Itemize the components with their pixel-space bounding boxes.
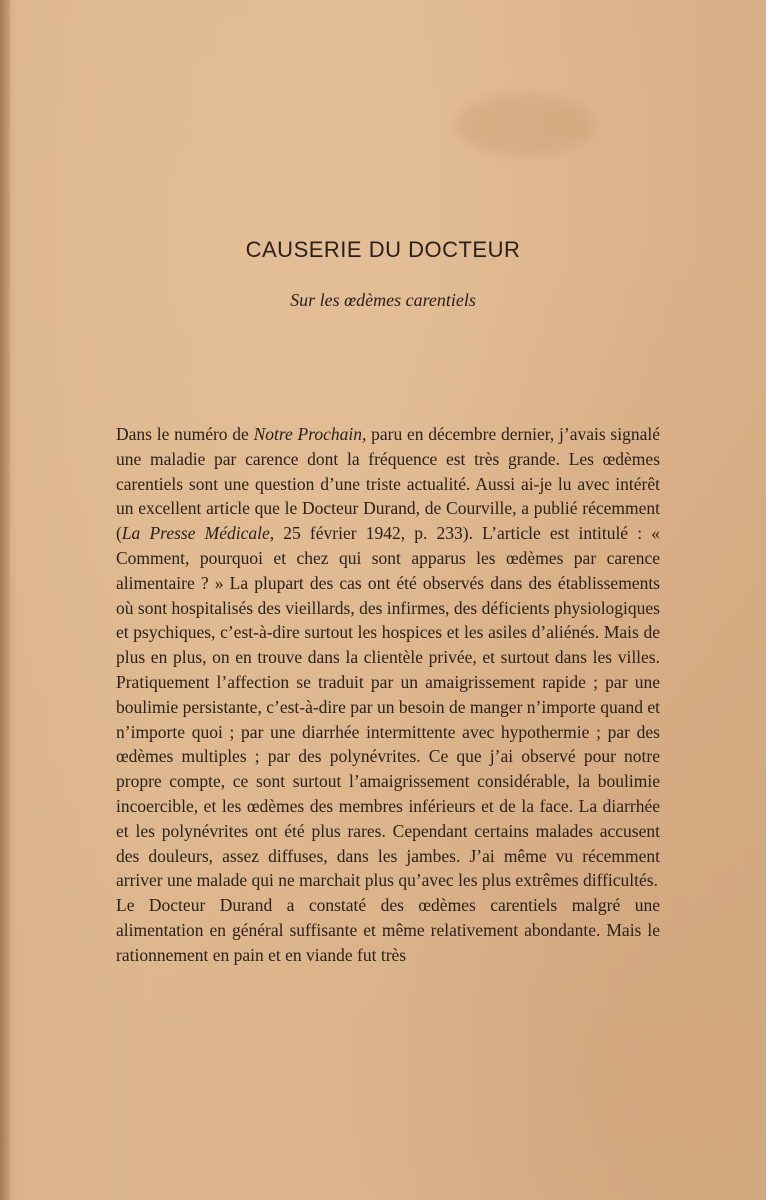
paragraph-2 <box>116 893 660 967</box>
article-title: CAUSERIE DU DOCTEUR <box>245 237 521 262</box>
paragraph-1-text-1: Dans le numéro de <box>116 424 254 444</box>
article-body <box>116 422 660 968</box>
page-binding-edge <box>0 0 10 1200</box>
journal-name-presse-medicale: La Presse Médicale, <box>121 523 275 544</box>
paragraph-1 <box>116 422 660 893</box>
paragraph-2-text-1: Le Docteur Durand a constaté des œdèmes carentiels malgré une alimentation en général suffisante et même relativement abondante. Mais le rationnement en pain et en viande fut très <box>116 895 660 965</box>
paper-stain <box>455 95 595 155</box>
journal-name-notre-prochain: Notre Prochain, <box>253 424 367 444</box>
paragraph-1-text-2: paru en décembre dernier, j’avais signalé une maladie par carence dont la fréquence est très grande. Les œdèmes carentiels sont une question d’une triste actualité. Aussi ai-je lu avec intérêt un excellent article que le Docteur Durand, de Courville, a publié récemment ( <box>116 424 660 544</box>
article-subtitle: Sur les œdèmes carentiels <box>290 290 476 310</box>
paragraph-1-text-3: 25 février 1942, p. 233). L’article est intitulé : « Comment, pourquoi et chez qui sont apparus les œdèmes par carence alimentaire ? » La plupart des cas ont été observés dans des établissements où sont hospitalisés des vieillards, des infirmes, des déficients physiologiques et psychiques, c’est-à-dire surtout les hospices et les asiles d’aliénés. Mais de plus en plus, on en trouve dans la clientèle privée, et surtout dans les villes. Pratiquement l’affection se traduit par un amaigrissement rapide ; par une boulimie persistante, c’est-à-dire par un besoin de manger n’importe quand et n’importe quoi ; par une diarrhée intermittente avec hypothermie ; par des œdèmes multiples ; par des polynévrites. Ce que j’ai observé pour notre propre compte, ce sont surtout l’amaigrissement considérable, la boulimie incoercible, et les œdèmes des membres inférieurs et de la face. La diarrhée et les polynévrites ont été plus rares. Cependant certains malades accusent des douleurs, assez diffuses, dans les jambes. J’ai même vu récemment arriver une malade qui ne marchait plus qu’avec les plus extrêmes difficultés. <box>116 523 660 891</box>
